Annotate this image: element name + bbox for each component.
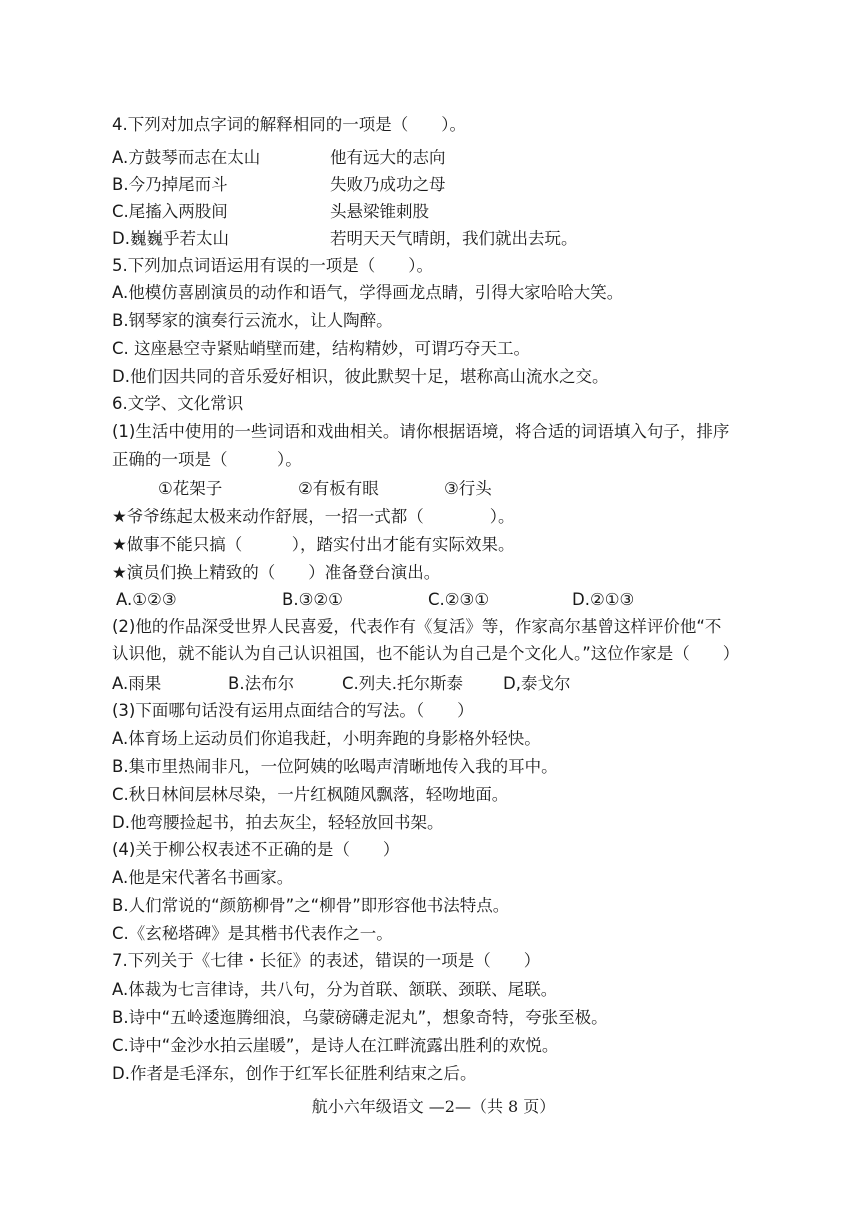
- q6-1-word-2: ②有板有眼: [298, 479, 379, 498]
- q4-option-b-left: B.今乃掉尾而斗: [112, 175, 228, 194]
- q4-stem: 4.下列对加点字词的解释相同的一项是（ ）。: [112, 115, 466, 134]
- q7-option-b: B.诗中“五岭逶迤腾细浪，乌蒙磅礴走泥丸”，想象奇特，夸张至极。: [112, 1008, 608, 1027]
- q7-stem: 7.下列关于《七律・长征》的表述，错误的一项是（ ）: [112, 951, 541, 970]
- q5-option-d: D.他们因共同的音乐爱好相识，彼此默契十足，堪称高山流水之交。: [112, 367, 609, 386]
- q5-option-b: B.钢琴家的演奏行云流水，让人陶醉。: [112, 311, 393, 330]
- q7-option-d: D.作者是毛泽东，创作于红军长征胜利结束之后。: [112, 1064, 477, 1083]
- q6-2-stem-line2: 认识他，就不能认为自己认识祖国，也不能认为自己是个文化人。”这位作家是（ ）: [112, 644, 740, 663]
- q6-4-stem: (4)关于柳公权表述不正确的是（ ）: [112, 840, 400, 859]
- q7-option-c: C.诗中“金沙水拍云崖暖”，是诗人在江畔流露出胜利的欢悦。: [112, 1036, 559, 1055]
- q6-1-option-d: D.②①③: [572, 590, 635, 609]
- q6-4-option-c: C.《玄秘塔碑》是其楷书代表作之一。: [112, 924, 393, 943]
- q6-1-sentence-1: ★爷爷练起太极来动作舒展，一招一式都（ ）。: [112, 507, 515, 526]
- q6-1-option-a: A.①②③: [116, 590, 177, 609]
- q5-stem: 5.下列加点词语运用有误的一项是（ ）。: [112, 256, 433, 275]
- q4-option-d-left: D.巍巍乎若太山: [112, 229, 229, 248]
- q6-1-stem-line1: (1)生活中使用的一些词语和戏曲相关。请你根据语境，将合适的词语填入句子，排序: [112, 422, 730, 441]
- q6-3-option-c: C.秋日林间层林尽染，一片红枫随风飘落，轻吻地面。: [112, 785, 509, 804]
- q4-option-b-right: 失败乃成功之母: [330, 175, 446, 194]
- q6-2-option-c: C.列夫.托尔斯泰: [342, 674, 464, 693]
- q6-3-stem: (3)下面哪句话没有运用点面结合的写法。（ ）: [112, 701, 474, 720]
- q4-option-c-left: C.尾搐入两股间: [112, 202, 228, 221]
- q6-1-stem-line2: 正确的一项是（ ）。: [112, 450, 302, 469]
- q6-1-option-c: C.②③①: [428, 590, 490, 609]
- q4-option-c-right: 头悬梁锥刺股: [330, 202, 429, 221]
- q6-2-option-d: D,泰戈尔: [503, 674, 571, 693]
- q4-option-a-left: A.方鼓琴而志在太山: [112, 148, 261, 167]
- q6-4-option-b: B.人们常说的“颜筋柳骨”之“柳骨”即形容他书法特点。: [112, 896, 510, 915]
- q7-option-a: A.体裁为七言律诗，共八句，分为首联、颔联、颈联、尾联。: [112, 980, 558, 999]
- q4-option-a-right: 他有远大的志向: [330, 148, 446, 167]
- q6-3-option-a: A.体育场上运动员们你追我赶，小明奔跑的身影格外轻快。: [112, 729, 541, 748]
- q6-1-option-b: B.③②①: [282, 590, 343, 609]
- q6-2-stem-line1: (2)他的作品深受世界人民喜爱，代表作有《复活》等，作家高尔基曾这样评价他“不: [112, 617, 722, 636]
- q4-option-d-right: 若明天天气晴朗，我们就出去玩。: [330, 229, 578, 248]
- q6-4-option-a: A.他是宋代著名书画家。: [112, 868, 294, 887]
- q5-option-c: C. 这座悬空寺紧贴峭壁而建，结构精妙，可谓巧夺天工。: [112, 339, 531, 358]
- q6-2-option-b: B.法布尔: [228, 674, 295, 693]
- q6-3-option-b: B.集市里热闹非凡，一位阿姨的吆喝声清晰地传入我的耳中。: [112, 757, 558, 776]
- q6-3-option-d: D.他弯腰捡起书，拍去灰尘，轻轻放回书架。: [112, 813, 444, 832]
- q6-1-word-1: ①花架子: [158, 479, 223, 498]
- q6-2-option-a: A.雨果: [112, 674, 162, 693]
- q6-1-sentence-2: ★做事不能只搞（ ），踏实付出才能有实际效果。: [112, 535, 515, 554]
- page-footer: 航小六年级语文 —2—（共 8 页）: [311, 1097, 556, 1116]
- q6-1-sentence-3: ★演员们换上精致的（ ）准备登台演出。: [112, 563, 441, 582]
- q5-option-a: A.他模仿喜剧演员的动作和语气，学得画龙点睛，引得大家哈哈大笑。: [112, 283, 624, 302]
- q6-1-word-3: ③行头: [444, 479, 492, 498]
- q6-title: 6.文学、文化常识: [112, 394, 244, 413]
